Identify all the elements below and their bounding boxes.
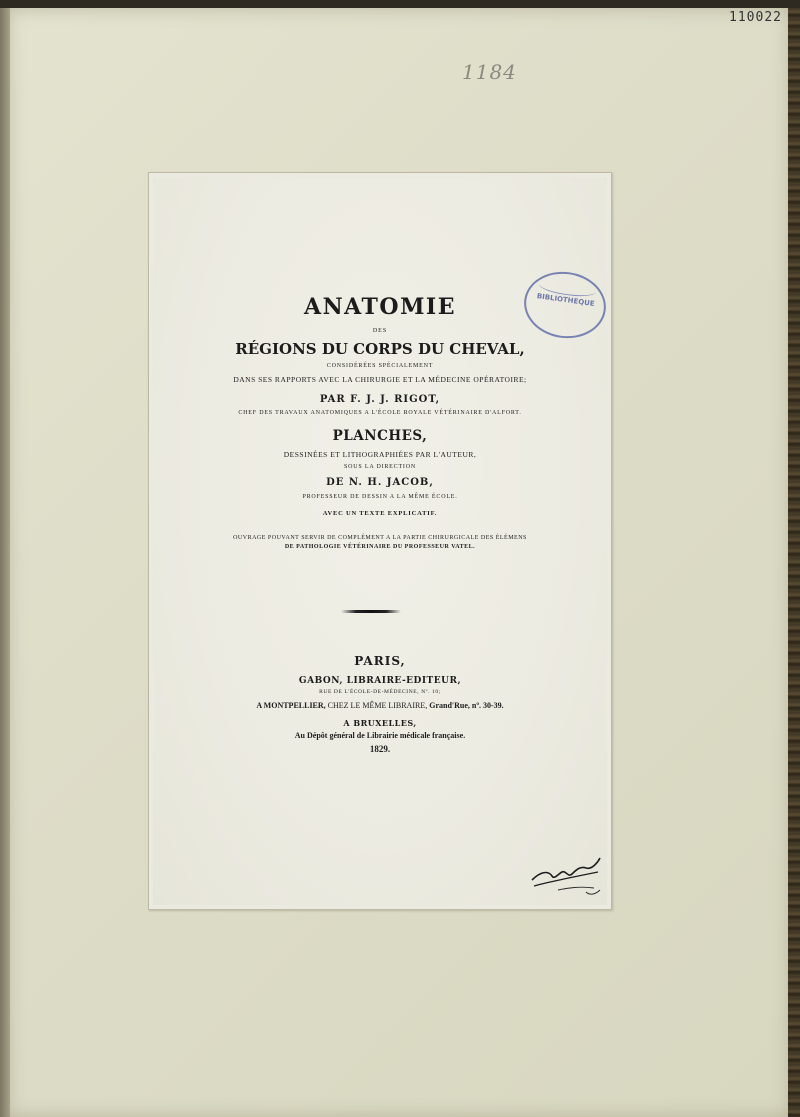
rapports-line: DANS SES RAPPORTS AVEC LA CHIRURGIE ET LA MÉDECINE OPÉRATOIRE;	[233, 375, 527, 385]
texte-explicatif: AVEC UN TEXTE EXPLICATIF.	[322, 509, 438, 517]
subtitle-regions: RÉGIONS DU CORPS DU CHEVAL,	[235, 340, 525, 359]
imprint-bruxelles: A BRUXELLES,	[343, 717, 417, 728]
ornamental-rule	[341, 610, 401, 613]
binding-left-edge	[0, 8, 10, 1117]
ouvrage-line-2: DE PATHOLOGIE VÉTÉRINAIRE DU PROFESSEUR VATEL.	[284, 544, 476, 551]
catalog-number: 110022	[729, 10, 782, 25]
imprint-city: PARIS,	[354, 654, 406, 668]
imprint-montpellier	[163, 701, 597, 710]
planches-heading: PLANCHES,	[332, 428, 428, 445]
consideree-line: CONSIDÉRÉES SPÉCIALEMENT	[326, 363, 434, 370]
book-spine-edge	[788, 8, 800, 1117]
pencil-annotation: 1184	[462, 60, 517, 84]
jacob-title: PROFESSEUR DE DESSIN A LA MÊME ÉCOLE.	[302, 493, 458, 500]
title-des: DES	[372, 328, 388, 335]
montpellier-mid: CHEZ LE MÊME LIBRAIRE,	[327, 701, 428, 711]
ouvrage-line-1: OUVRAGE POUVANT SERVIR DE COMPLÉMENT A LA PARTIE CHIRURGICALE DES ÉLÉMENS	[233, 535, 527, 542]
handwritten-signature	[528, 852, 604, 900]
sous-direction-line: SOUS LA DIRECTION	[344, 464, 416, 471]
author-title: CHEF DES TRAVAUX ANATOMIQUES A L'ÉCOLE ROYALE VÉTÉRINAIRE D'ALFORT.	[238, 410, 522, 417]
stamp-text: BIBLIOTHEQUE	[536, 292, 596, 309]
imprint-depot: Au Dépôt général de Librairie médicale française.	[294, 730, 466, 740]
author-name: PAR F. J. J. RIGOT,	[319, 393, 441, 405]
imprint-address: RUE DE L'ÉCOLE-DE-MÉDECINE, Nº. 10;	[319, 689, 441, 696]
montpellier-suffix: Grand'Rue, nº. 30-39.	[429, 701, 504, 711]
title-block	[163, 295, 597, 551]
page-title: ANATOMIE	[304, 294, 456, 320]
dessinees-line: DESSINÉES ET LITHOGRAPHIÉES PAR L'AUTEUR,	[283, 449, 477, 459]
imprint-block	[163, 655, 597, 754]
imprint-year: 1829.	[369, 744, 391, 755]
montpellier-prefix: A MONTPELLIER,	[256, 701, 326, 711]
imprint-publisher: GABON, LIBRAIRE-EDITEUR,	[298, 675, 462, 686]
top-dark-strip	[0, 0, 800, 8]
jacob-name: DE N. H. JACOB,	[326, 477, 434, 489]
